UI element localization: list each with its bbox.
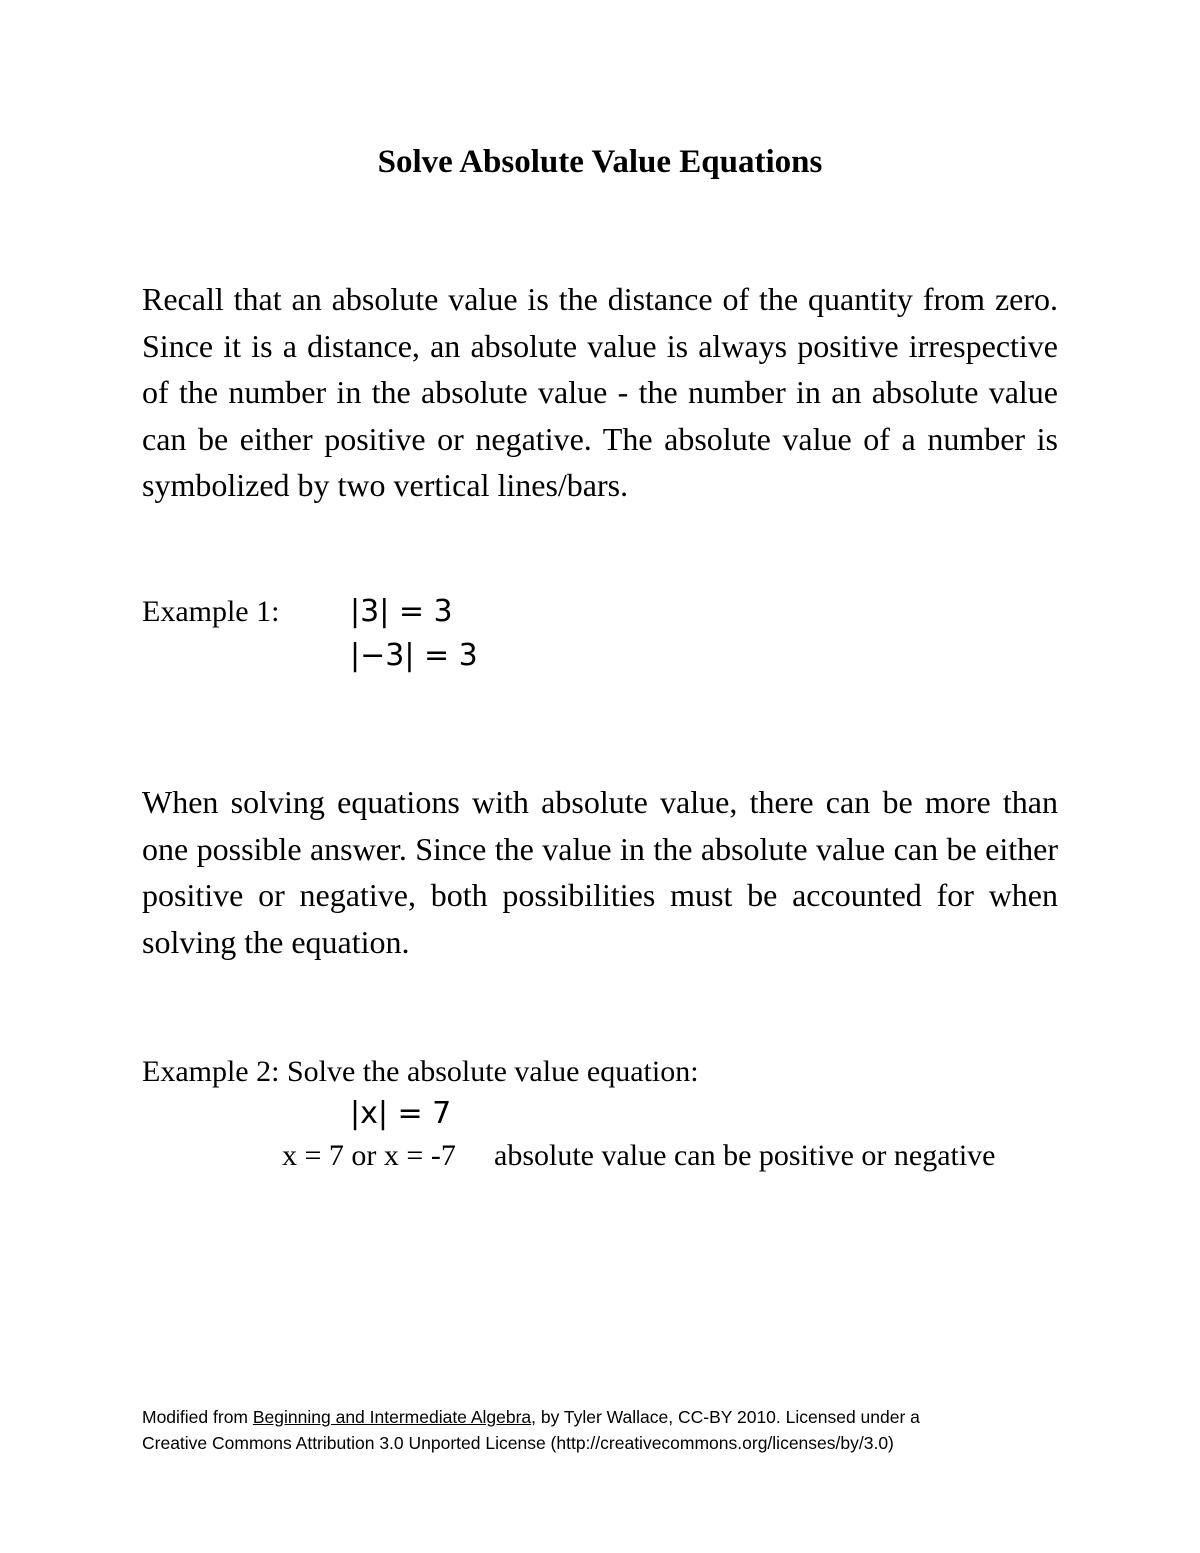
intro-paragraph: Recall that an absolute value is the distance of the quantity from zero. Since it is a distance, an absolute value is always positive irrespective of the number in the absolute value - the number in an absolute value can be either positive or negative. The absolute value of a number is symbolized by two vertical lines/bars. [142,281,1058,503]
footer-line-1 [142,1404,1062,1430]
footer-suffix: , by Tyler Wallace, CC-BY 2010. Licensed under a [531,1407,920,1427]
solving-paragraph: When solving equations with absolute value, there can be more than one possible answer. Since the value in the absolute value can be either positive or negative, both possibilities must be accounted for when solving the equation. [142,784,1058,960]
attribution-footer [142,1404,1062,1456]
example-2-solution: x = 7 or x = -7 [282,1139,456,1172]
example-2-note: absolute value can be positive or negative [494,1139,996,1172]
example-2-label: Example 2: Solve the absolute value equation: [142,1055,699,1088]
footer-book-title: Beginning and Intermediate Algebra [252,1407,532,1427]
footer-prefix: Modified from [142,1407,253,1427]
example-2-equation: |x| = 7 [350,1096,452,1131]
page-title: Solve Absolute Value Equations [377,144,823,180]
footer-line-2: Creative Commons Attribution 3.0 Unported License (http://creativecommons.org/licenses/by/3.0) [142,1433,894,1453]
example-1-label: Example 1: [142,595,280,628]
example-1-equation-1: |3| = 3 [350,594,453,629]
example-1-equation-2: |−3| = 3 [350,638,478,673]
